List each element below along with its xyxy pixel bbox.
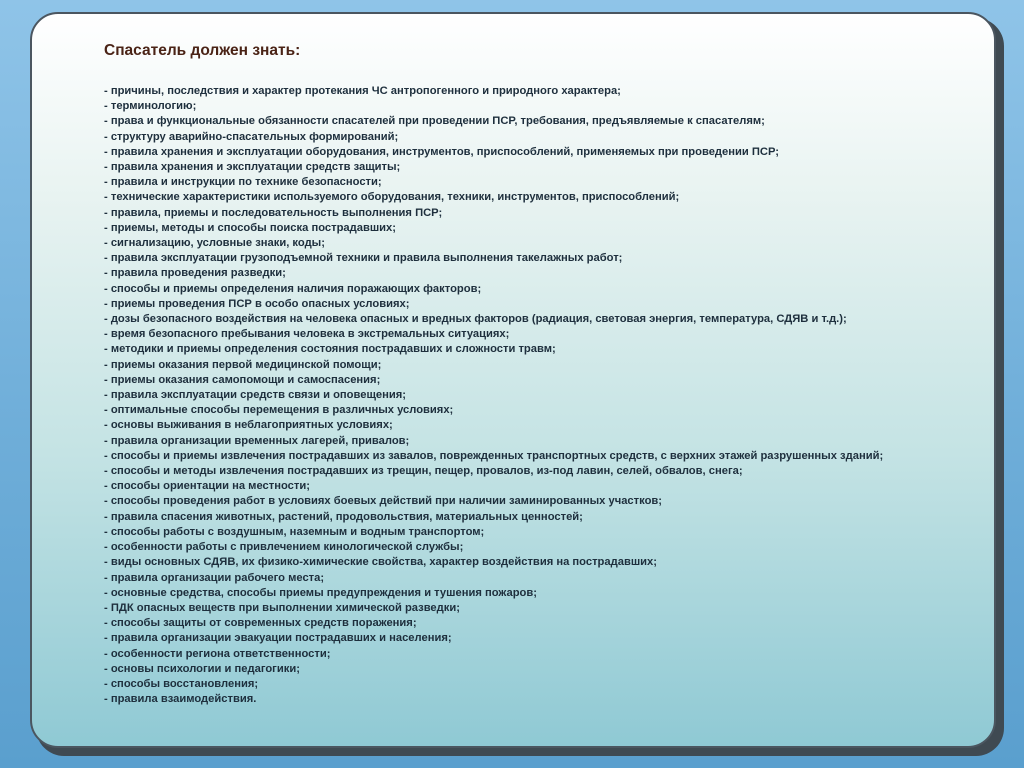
list-item: - правила организации эвакуации пострадавших и населения;: [104, 632, 452, 645]
list-item: - основные средства, способы приемы предупреждения и тушения пожаров;: [104, 586, 537, 599]
list-item: - способы ориентации на местности;: [104, 480, 310, 493]
list-item: - методики и приемы определения состояния пострадавших и сложности травм;: [104, 343, 556, 356]
list-item: - структуру аварийно-спасательных формирований;: [104, 130, 399, 143]
list-item: - ПДК опасных веществ при выполнении химической разведки;: [104, 601, 460, 614]
list-item: - время безопасного пребывания человека в экстремальных ситуациях;: [104, 328, 510, 341]
list-item: - способы восстановления;: [104, 677, 259, 690]
list-item: - способы и приемы извлечения пострадавших из завалов, поврежденных транспортных средств, с верхних этажей разрушенных зданий;: [104, 449, 884, 462]
list-item: - правила хранения и эксплуатации оборудования, инструментов, приспособлений, применяемых при проведении ПСР;: [104, 145, 780, 158]
list-item: - приемы, методы и способы поиска пострадавших;: [104, 221, 397, 234]
list-item: - способы работы с воздушным, наземным и водным транспортом;: [104, 525, 485, 538]
list-item: - основы психологии и педагогики;: [104, 662, 300, 675]
list-item: - сигнализацию, условные знаки, коды;: [104, 237, 325, 250]
list-item: - приемы оказания самопомощи и самоспасения;: [104, 373, 381, 386]
list-item: - основы выживания в неблагоприятных условиях;: [104, 419, 393, 432]
list-item: - способы и приемы определения наличия поражающих факторов;: [104, 282, 482, 295]
list-item: - правила проведения разведки;: [104, 267, 286, 280]
list-item: - способы защиты от современных средств поражения;: [104, 617, 417, 630]
list-item: - способы и методы извлечения пострадавших из трещин, пещер, провалов, из-под лавин, селей, обвалов, снега;: [104, 465, 743, 478]
list-item: - технические характеристики используемого оборудования, техники, инструментов, приспособлений;: [104, 191, 680, 204]
list-item: - особенности работы с привлечением кинологической службы;: [104, 541, 464, 554]
slide-title: Спасатель должен знать:: [104, 42, 301, 59]
list-item: - правила взаимодействия.: [104, 693, 257, 706]
list-item: - способы проведения работ в условиях боевых действий при наличии заминированных участков;: [104, 495, 663, 508]
list-item: - правила организации рабочего места;: [104, 571, 325, 584]
list-item: - права и функциональные обязанности спасателей при проведении ПСР, требования, предъявляемые к спасателям;: [104, 115, 765, 128]
list-item: - правила эксплуатации грузоподъемной техники и правила выполнения такелажных работ;: [104, 252, 623, 265]
list-item: - дозы безопасного воздействия на человека опасных и вредных факторов (радиация, световая энергия, температура, СДЯВ и т.д.);: [104, 313, 847, 326]
list-item: - приемы оказания первой медицинской помощи;: [104, 358, 382, 371]
list-item: - особенности региона ответственности;: [104, 647, 331, 660]
list-item: - терминологию;: [104, 100, 197, 113]
list-item: - причины, последствия и характер протекания ЧС антропогенного и природного характера;: [104, 85, 621, 97]
list-item: - правила и инструкции по технике безопасности;: [104, 176, 382, 189]
list-item: - правила спасения животных, растений, продовольствия, материальных ценностей;: [104, 510, 583, 523]
list-item: - оптимальные способы перемещения в различных условиях;: [104, 404, 454, 417]
list-item: - приемы проведения ПСР в особо опасных условиях;: [104, 297, 410, 310]
list-item: - правила организации временных лагерей, привалов;: [104, 434, 410, 447]
slide-card: [30, 12, 996, 748]
requirements-list: [54, 84, 982, 707]
list-item: - правила, приемы и последовательность выполнения ПСР;: [104, 206, 443, 219]
list-item: - виды основных СДЯВ, их физико-химические свойства, характер воздействия на пострадавших;: [104, 556, 657, 569]
list-item: - правила эксплуатации средств связи и оповещения;: [104, 389, 407, 402]
list-item: - правила хранения и эксплуатации средств защиты;: [104, 161, 401, 174]
